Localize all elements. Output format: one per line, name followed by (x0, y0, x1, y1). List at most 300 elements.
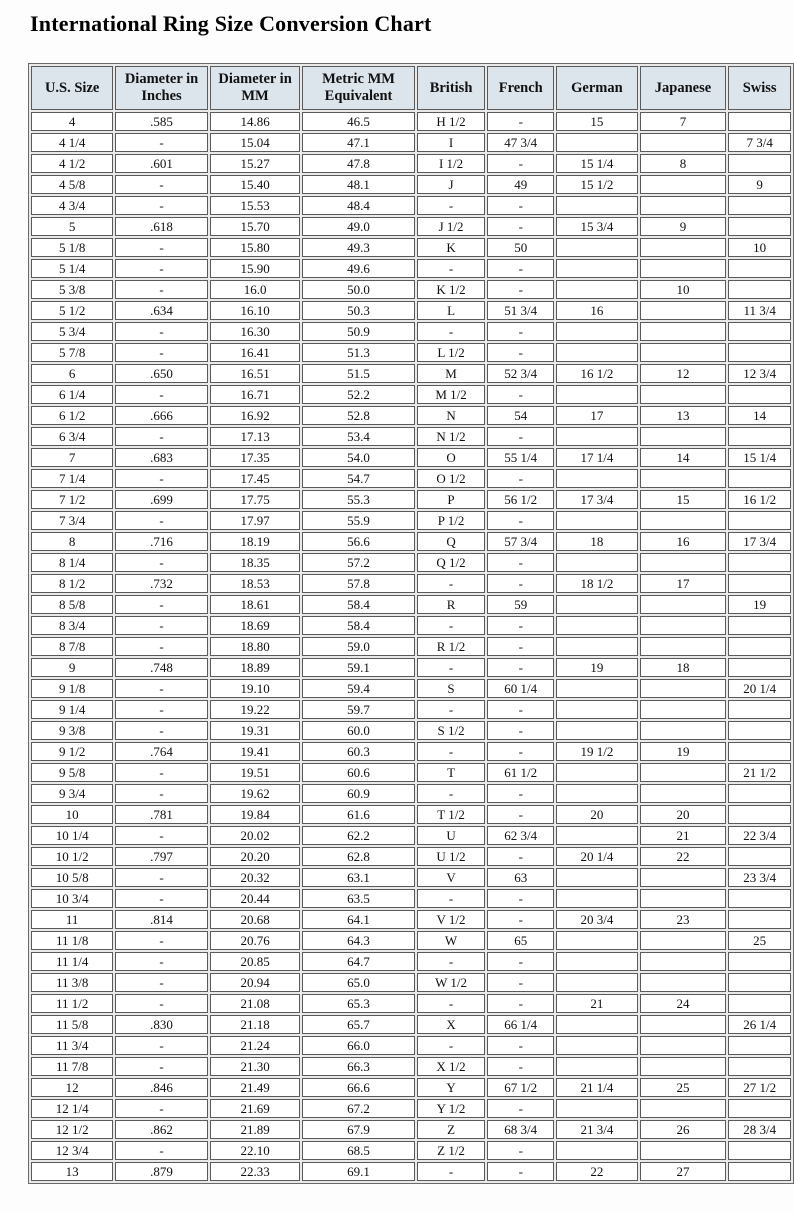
table-row (31, 1078, 791, 1097)
table-cell (556, 133, 638, 152)
table-cell: 63.5 (302, 889, 414, 908)
table-cell: 17.75 (210, 490, 301, 509)
table-cell (556, 469, 638, 488)
table-cell (640, 784, 727, 803)
table-cell: 66.0 (302, 1036, 414, 1055)
table-cell: 4 1/4 (31, 133, 113, 152)
table-cell: 21 1/2 (728, 763, 791, 782)
table-cell: 46.5 (302, 112, 414, 131)
table-cell (556, 637, 638, 656)
table-cell: Y 1/2 (417, 1099, 486, 1118)
table-cell: - (115, 385, 208, 404)
table-row (31, 469, 791, 488)
column-header-u-s-size: U.S. Size (31, 66, 113, 110)
column-header-german: German (556, 66, 638, 110)
table-cell: - (115, 952, 208, 971)
table-cell: 20.94 (210, 973, 301, 992)
table-cell (556, 238, 638, 257)
table-cell (556, 511, 638, 530)
table-cell (728, 742, 791, 761)
table-cell (556, 889, 638, 908)
table-cell (728, 952, 791, 971)
table-cell: 7 (640, 112, 727, 131)
table-cell: P (417, 490, 486, 509)
table-cell (640, 469, 727, 488)
table-cell: 13 (31, 1162, 113, 1181)
table-cell (640, 196, 727, 215)
table-cell: - (487, 574, 554, 593)
table-cell: - (417, 784, 486, 803)
table-cell: 20.32 (210, 868, 301, 887)
table-cell: 9 1/8 (31, 679, 113, 698)
table-row (31, 952, 791, 971)
table-cell: 26 1/4 (728, 1015, 791, 1034)
table-cell (640, 1015, 727, 1034)
table-cell: - (115, 511, 208, 530)
table-cell: 22 3/4 (728, 826, 791, 845)
table-cell: 54.7 (302, 469, 414, 488)
table-cell: 11 (31, 910, 113, 929)
table-cell: - (115, 238, 208, 257)
table-cell: 15 1/2 (556, 175, 638, 194)
table-cell: 15 (556, 112, 638, 131)
table-cell: 8 (640, 154, 727, 173)
table-cell: - (115, 175, 208, 194)
table-cell: 4 (31, 112, 113, 131)
table-cell (728, 994, 791, 1013)
table-cell: - (417, 196, 486, 215)
table-cell: 62 3/4 (487, 826, 554, 845)
table-cell (640, 721, 727, 740)
table-cell: 48.1 (302, 175, 414, 194)
table-cell: .764 (115, 742, 208, 761)
table-cell: - (417, 889, 486, 908)
table-cell: L (417, 301, 486, 320)
table-cell (556, 868, 638, 887)
table-cell (640, 1057, 727, 1076)
table-cell (728, 1141, 791, 1160)
table-row (31, 742, 791, 761)
table-cell: 55 1/4 (487, 448, 554, 467)
table-cell: 16.41 (210, 343, 301, 362)
table-cell: - (487, 973, 554, 992)
table-cell (728, 1099, 791, 1118)
column-header-british: British (417, 66, 486, 110)
table-row (31, 700, 791, 719)
table-cell: 69.1 (302, 1162, 414, 1181)
table-cell: 7 3/4 (728, 133, 791, 152)
table-cell: 15.80 (210, 238, 301, 257)
table-cell: 16.71 (210, 385, 301, 404)
table-row (31, 574, 791, 593)
table-cell: T 1/2 (417, 805, 486, 824)
table-cell: .650 (115, 364, 208, 383)
table-cell: 18 (556, 532, 638, 551)
table-row (31, 931, 791, 950)
table-cell: 21 1/4 (556, 1078, 638, 1097)
table-cell: 12 (640, 364, 727, 383)
table-cell (640, 175, 727, 194)
table-cell: 19.22 (210, 700, 301, 719)
table-row (31, 889, 791, 908)
table-cell (556, 1036, 638, 1055)
table-cell: 16.92 (210, 406, 301, 425)
table-row (31, 679, 791, 698)
table-cell: 57.8 (302, 574, 414, 593)
table-cell: 12 3/4 (728, 364, 791, 383)
table-cell (556, 343, 638, 362)
table-cell: 11 3/8 (31, 973, 113, 992)
table-cell: 6 1/4 (31, 385, 113, 404)
table-cell (728, 385, 791, 404)
table-cell (640, 1036, 727, 1055)
column-header-diameter-in-mm: Diameter in MM (210, 66, 301, 110)
table-cell: 50 (487, 238, 554, 257)
table-cell: 20.76 (210, 931, 301, 950)
table-cell: 49 (487, 175, 554, 194)
table-cell: 16 1/2 (728, 490, 791, 509)
table-cell: 5 1/8 (31, 238, 113, 257)
table-cell: W (417, 931, 486, 950)
table-cell (556, 553, 638, 572)
table-cell: 20 1/4 (728, 679, 791, 698)
table-row (31, 595, 791, 614)
table-cell: .634 (115, 301, 208, 320)
table-cell: 15.40 (210, 175, 301, 194)
table-cell: 12 (31, 1078, 113, 1097)
table-cell: - (487, 805, 554, 824)
table-cell: - (487, 469, 554, 488)
table-cell: 24 (640, 994, 727, 1013)
table-cell: - (417, 658, 486, 677)
table-cell: - (115, 427, 208, 446)
table-cell: - (115, 973, 208, 992)
table-cell: 18.69 (210, 616, 301, 635)
table-cell: 15.04 (210, 133, 301, 152)
table-cell: 60.6 (302, 763, 414, 782)
table-cell: 11 1/4 (31, 952, 113, 971)
table-cell: 19.31 (210, 721, 301, 740)
table-cell (556, 616, 638, 635)
table-row (31, 1015, 791, 1034)
table-cell: - (487, 280, 554, 299)
table-cell: S 1/2 (417, 721, 486, 740)
table-cell: 4 3/4 (31, 196, 113, 215)
table-row (31, 994, 791, 1013)
table-row (31, 112, 791, 131)
table-row (31, 1099, 791, 1118)
table-cell: W 1/2 (417, 973, 486, 992)
table-cell: J 1/2 (417, 217, 486, 236)
table-row (31, 763, 791, 782)
table-cell (728, 721, 791, 740)
table-cell: 52.8 (302, 406, 414, 425)
table-cell: 5 1/4 (31, 259, 113, 278)
table-cell: 27 1/2 (728, 1078, 791, 1097)
table-cell: 57 3/4 (487, 532, 554, 551)
table-cell: - (115, 994, 208, 1013)
table-row (31, 154, 791, 173)
table-cell: 17 (640, 574, 727, 593)
table-cell: 20.02 (210, 826, 301, 845)
table-cell: J (417, 175, 486, 194)
table-cell: 21.08 (210, 994, 301, 1013)
table-cell: - (487, 385, 554, 404)
table-cell: 19 1/2 (556, 742, 638, 761)
table-cell: 8 3/4 (31, 616, 113, 635)
table-cell (728, 805, 791, 824)
table-cell: 16 (640, 532, 727, 551)
table-cell: - (115, 280, 208, 299)
table-cell: Q 1/2 (417, 553, 486, 572)
table-cell: 21 3/4 (556, 1120, 638, 1139)
table-cell: 63.1 (302, 868, 414, 887)
table-cell (728, 112, 791, 131)
table-cell: 13 (640, 406, 727, 425)
table-row (31, 280, 791, 299)
table-cell: - (487, 616, 554, 635)
table-cell: 20.20 (210, 847, 301, 866)
table-cell (556, 1015, 638, 1034)
table-cell: .781 (115, 805, 208, 824)
table-cell: 15 1/4 (556, 154, 638, 173)
table-row (31, 448, 791, 467)
table-cell: 66 1/4 (487, 1015, 554, 1034)
table-cell: - (487, 1099, 554, 1118)
table-cell: 21.49 (210, 1078, 301, 1097)
table-cell: - (115, 343, 208, 362)
table-cell: 5 3/4 (31, 322, 113, 341)
table-cell: 21 (640, 826, 727, 845)
table-cell: 59.0 (302, 637, 414, 656)
table-cell: 11 7/8 (31, 1057, 113, 1076)
table-cell: O (417, 448, 486, 467)
table-cell (556, 322, 638, 341)
table-cell: 55.3 (302, 490, 414, 509)
table-cell: - (417, 742, 486, 761)
table-cell: - (115, 322, 208, 341)
table-cell: 61 1/2 (487, 763, 554, 782)
table-cell: 48.4 (302, 196, 414, 215)
table-cell: .716 (115, 532, 208, 551)
table-cell: 50.3 (302, 301, 414, 320)
table-cell (640, 343, 727, 362)
table-cell (640, 133, 727, 152)
table-cell (640, 637, 727, 656)
table-cell: 57.2 (302, 553, 414, 572)
table-cell: 16 1/2 (556, 364, 638, 383)
table-cell: - (417, 700, 486, 719)
table-cell: - (417, 994, 486, 1013)
table-cell: 66.3 (302, 1057, 414, 1076)
table-cell: - (487, 154, 554, 173)
table-cell: - (115, 616, 208, 635)
table-cell (640, 952, 727, 971)
table-cell: K (417, 238, 486, 257)
table-cell (640, 973, 727, 992)
table-cell: 8 1/4 (31, 553, 113, 572)
table-cell: 21 (556, 994, 638, 1013)
table-cell: .862 (115, 1120, 208, 1139)
table-cell: - (487, 196, 554, 215)
table-cell: 7 1/2 (31, 490, 113, 509)
table-row (31, 406, 791, 425)
table-row (31, 238, 791, 257)
table-cell: 62.2 (302, 826, 414, 845)
table-row (31, 175, 791, 194)
table-cell: 10 1/4 (31, 826, 113, 845)
table-cell: 21.24 (210, 1036, 301, 1055)
table-cell: 58.4 (302, 595, 414, 614)
table-cell: 17.45 (210, 469, 301, 488)
table-cell: - (487, 343, 554, 362)
table-cell: 67 1/2 (487, 1078, 554, 1097)
table-cell: .846 (115, 1078, 208, 1097)
table-row (31, 784, 791, 803)
table-cell (728, 553, 791, 572)
table-cell: - (487, 1141, 554, 1160)
table-cell: 19 (556, 658, 638, 677)
table-cell: 7 1/4 (31, 469, 113, 488)
table-row (31, 1141, 791, 1160)
table-cell (728, 700, 791, 719)
table-cell: 10 5/8 (31, 868, 113, 887)
table-cell: 12 1/2 (31, 1120, 113, 1139)
table-cell: 28 3/4 (728, 1120, 791, 1139)
table-cell: 8 1/2 (31, 574, 113, 593)
table-cell: 16.0 (210, 280, 301, 299)
table-cell: 65.3 (302, 994, 414, 1013)
table-row (31, 301, 791, 320)
table-cell (728, 280, 791, 299)
table-cell: 11 1/8 (31, 931, 113, 950)
table-cell: .830 (115, 1015, 208, 1034)
table-cell: 15 (640, 490, 727, 509)
table-cell: 9 (728, 175, 791, 194)
table-cell (556, 952, 638, 971)
table-cell: 56 1/2 (487, 490, 554, 509)
table-cell: - (115, 721, 208, 740)
table-cell: - (487, 112, 554, 131)
table-cell: 8 5/8 (31, 595, 113, 614)
table-cell: - (417, 259, 486, 278)
table-cell: 6 3/4 (31, 427, 113, 446)
table-cell: K 1/2 (417, 280, 486, 299)
table-cell: S (417, 679, 486, 698)
table-cell: 17.35 (210, 448, 301, 467)
table-row (31, 196, 791, 215)
table-cell: - (487, 700, 554, 719)
table-cell: 14 (640, 448, 727, 467)
table-cell (640, 595, 727, 614)
table-cell (728, 658, 791, 677)
table-cell: 10 (31, 805, 113, 824)
table-cell: I (417, 133, 486, 152)
table-cell: V (417, 868, 486, 887)
table-cell (728, 574, 791, 593)
table-cell: 51.3 (302, 343, 414, 362)
table-cell: 19 (640, 742, 727, 761)
table-cell: 49.0 (302, 217, 414, 236)
table-cell: U 1/2 (417, 847, 486, 866)
table-cell: 11 3/4 (31, 1036, 113, 1055)
table-cell (728, 616, 791, 635)
table-cell: - (115, 1036, 208, 1055)
table-cell: 5 3/8 (31, 280, 113, 299)
table-cell: Z 1/2 (417, 1141, 486, 1160)
table-row (31, 532, 791, 551)
table-cell: 64.1 (302, 910, 414, 929)
table-cell: - (417, 1036, 486, 1055)
table-cell (728, 637, 791, 656)
table-cell: 20 1/4 (556, 847, 638, 866)
table-cell: - (115, 679, 208, 698)
table-cell: 18.80 (210, 637, 301, 656)
table-cell: 6 (31, 364, 113, 383)
table-cell: 47.1 (302, 133, 414, 152)
table-cell: .601 (115, 154, 208, 173)
table-cell: 14.86 (210, 112, 301, 131)
table-cell: 17.13 (210, 427, 301, 446)
table-cell: - (487, 889, 554, 908)
table-cell: - (487, 259, 554, 278)
table-cell: 67.9 (302, 1120, 414, 1139)
table-cell: 8 7/8 (31, 637, 113, 656)
table-cell (556, 763, 638, 782)
table-cell (640, 1141, 727, 1160)
table-cell: - (115, 868, 208, 887)
table-cell: 68 3/4 (487, 1120, 554, 1139)
table-cell (728, 910, 791, 929)
table-cell: 20 3/4 (556, 910, 638, 929)
table-cell: 9 3/4 (31, 784, 113, 803)
table-cell: - (115, 826, 208, 845)
table-cell (640, 679, 727, 698)
table-cell: 23 (640, 910, 727, 929)
table-row (31, 511, 791, 530)
table-cell (556, 679, 638, 698)
table-cell (556, 259, 638, 278)
table-cell (640, 322, 727, 341)
table-cell: 21.69 (210, 1099, 301, 1118)
table-cell: 17 3/4 (556, 490, 638, 509)
table-cell: - (487, 994, 554, 1013)
table-cell: 26 (640, 1120, 727, 1139)
table-cell: T (417, 763, 486, 782)
table-cell: 55.9 (302, 511, 414, 530)
table-row (31, 322, 791, 341)
table-cell (640, 511, 727, 530)
table-cell: - (417, 952, 486, 971)
table-cell: 49.6 (302, 259, 414, 278)
table-cell: 16.10 (210, 301, 301, 320)
table-row (31, 1036, 791, 1055)
table-cell: 11 5/8 (31, 1015, 113, 1034)
table-body (31, 112, 791, 1181)
table-cell: 54.0 (302, 448, 414, 467)
table-row (31, 826, 791, 845)
table-cell: - (115, 196, 208, 215)
table-cell (556, 196, 638, 215)
table-cell: - (417, 322, 486, 341)
table-row (31, 805, 791, 824)
table-cell (556, 385, 638, 404)
table-cell (556, 931, 638, 950)
table-row (31, 553, 791, 572)
table-cell (640, 931, 727, 950)
table-cell: 19.41 (210, 742, 301, 761)
table-cell: 18.19 (210, 532, 301, 551)
